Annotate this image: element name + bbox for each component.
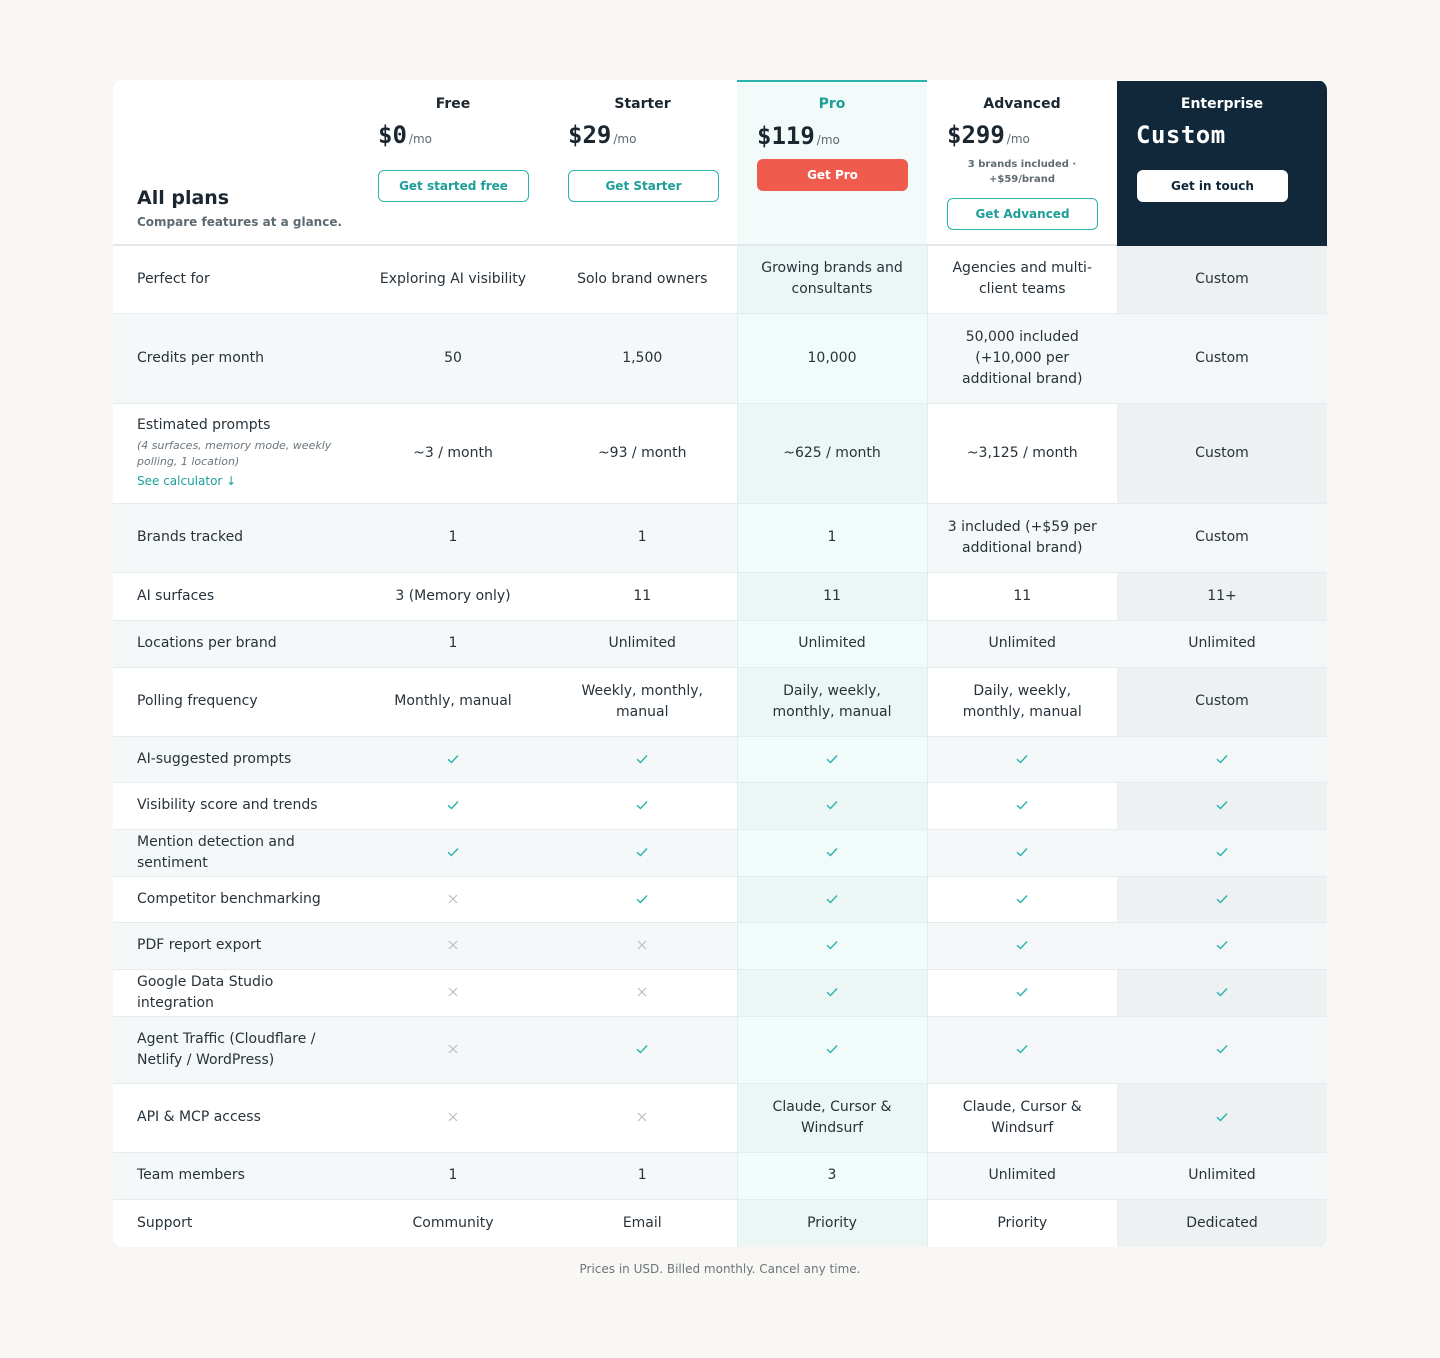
cell-free: 1 (358, 503, 548, 572)
cell-pro (737, 876, 927, 922)
cell-free: ~3 / month (358, 403, 548, 503)
cell-enterprise (1117, 922, 1327, 969)
price-period: /mo (816, 133, 840, 147)
get-starter-button[interactable]: Get Starter (568, 170, 719, 202)
cell-starter: 1 (548, 1152, 737, 1199)
check-icon (446, 752, 460, 766)
cell-enterprise: Custom (1117, 245, 1327, 313)
cell-advanced (927, 782, 1117, 829)
table-row (113, 736, 1327, 782)
cell-enterprise (1117, 782, 1327, 829)
cell-advanced: Unlimited (927, 620, 1117, 667)
cell-advanced (927, 736, 1117, 782)
cross-icon (446, 1042, 460, 1056)
cell-enterprise: Custom (1117, 403, 1327, 503)
cell-enterprise (1117, 736, 1327, 782)
price-period: /mo (613, 132, 637, 146)
cell-advanced: 50,000 included (+10,000 per additional brand) (927, 313, 1117, 403)
cell-free: 1 (358, 620, 548, 667)
row-label: Competitor benchmarking (113, 876, 358, 922)
row-label-estimated-prompts (113, 403, 358, 503)
cell-free: 3 (Memory only) (358, 572, 548, 620)
check-icon (1015, 1042, 1029, 1056)
cross-icon (635, 1110, 649, 1124)
check-icon (1215, 1110, 1229, 1124)
check-icon (825, 1042, 839, 1056)
plan-note (927, 157, 1117, 187)
plan-name: Advanced (983, 96, 1061, 112)
cell-starter (548, 1016, 737, 1083)
row-label: Google Data Studio integration (113, 969, 358, 1016)
cell-pro (737, 1016, 927, 1083)
check-icon (1215, 985, 1229, 999)
cell-starter: 1,500 (548, 313, 737, 403)
cell-pro (737, 922, 927, 969)
plan-price (757, 122, 840, 150)
plan-name: Enterprise (1180, 96, 1264, 112)
cell-starter: Unlimited (548, 620, 737, 667)
table-row (113, 503, 1327, 572)
row-label: Polling frequency (113, 667, 358, 736)
cell-pro: 3 (737, 1152, 927, 1199)
cell-enterprise: Custom (1117, 313, 1327, 403)
cell-starter: 1 (548, 503, 737, 572)
cell-starter: ~93 / month (548, 403, 737, 503)
plans-header-row (113, 81, 1327, 245)
check-icon (1015, 892, 1029, 906)
get-advanced-button[interactable]: Get Advanced (947, 198, 1098, 230)
table-row (113, 403, 1327, 503)
cell-starter (548, 829, 737, 876)
cell-free (358, 876, 548, 922)
table-row (113, 922, 1327, 969)
cell-pro (737, 969, 927, 1016)
plan-pro (737, 81, 927, 245)
table-row (113, 572, 1327, 620)
cell-enterprise: 11+ (1117, 572, 1327, 620)
cell-enterprise (1117, 1016, 1327, 1083)
cell-pro (737, 736, 927, 782)
cell-pro: 11 (737, 572, 927, 620)
plan-price: Custom (1136, 121, 1226, 149)
row-label: Support (113, 1199, 358, 1247)
row-label: AI-suggested prompts (113, 736, 358, 782)
cross-icon (446, 1110, 460, 1124)
cell-pro (737, 782, 927, 829)
price-amount: $29 (568, 121, 612, 149)
table-row (113, 245, 1327, 313)
cross-icon (635, 938, 649, 952)
cell-free (358, 922, 548, 969)
row-label: Perfect for (113, 245, 358, 313)
pricing-footnote: Prices in USD. Billed monthly. Cancel any time. (579, 1262, 861, 1276)
cell-pro: Growing brands and consultants (737, 245, 927, 313)
row-label: PDF report export (113, 922, 358, 969)
table-header-label (113, 81, 358, 245)
cell-advanced: Unlimited (927, 1152, 1117, 1199)
row-label: Credits per month (113, 313, 358, 403)
check-icon (1015, 845, 1029, 859)
cell-free (358, 1016, 548, 1083)
cell-advanced: Priority (927, 1199, 1117, 1247)
cell-advanced: Claude, Cursor & Windsurf (927, 1083, 1117, 1152)
cell-enterprise: Dedicated (1117, 1199, 1327, 1247)
check-icon (825, 798, 839, 812)
cell-pro: 1 (737, 503, 927, 572)
cell-enterprise: Custom (1117, 667, 1327, 736)
cell-free (358, 1083, 548, 1152)
table-row (113, 620, 1327, 667)
cell-starter (548, 969, 737, 1016)
check-icon (1215, 938, 1229, 952)
check-icon (825, 985, 839, 999)
check-icon (825, 845, 839, 859)
cell-starter: Solo brand owners (548, 245, 737, 313)
row-note: (4 surfaces, memory mode, weekly polling, 1 location) (137, 438, 332, 468)
cell-advanced: Daily, weekly, monthly, manual (927, 667, 1117, 736)
cell-advanced: 3 included (+$59 per additional brand) (927, 503, 1117, 572)
cross-icon (446, 938, 460, 952)
cell-advanced (927, 876, 1117, 922)
pricing-table (113, 80, 1327, 1247)
plan-starter (548, 81, 737, 245)
get-started-free-button[interactable]: Get started free (378, 170, 529, 202)
cell-free (358, 782, 548, 829)
plan-price (378, 121, 432, 149)
cell-free: Community (358, 1199, 548, 1247)
check-icon (1215, 892, 1229, 906)
row-label: AI surfaces (113, 572, 358, 620)
cross-icon (446, 892, 460, 906)
cell-free: Exploring AI visibility (358, 245, 548, 313)
cell-free: Monthly, manual (358, 667, 548, 736)
check-icon (1215, 845, 1229, 859)
cell-pro (737, 829, 927, 876)
price-period: /mo (408, 132, 432, 146)
cell-enterprise: Unlimited (1117, 620, 1327, 667)
check-icon (446, 798, 460, 812)
cell-pro: Unlimited (737, 620, 927, 667)
cell-enterprise (1117, 1083, 1327, 1152)
check-icon (635, 892, 649, 906)
price-amount: $0 (378, 121, 407, 149)
cell-enterprise: Custom (1117, 503, 1327, 572)
cell-free (358, 969, 548, 1016)
table-row (113, 313, 1327, 403)
check-icon (635, 845, 649, 859)
plan-note-line: +$59/brand (988, 174, 1056, 185)
check-icon (825, 892, 839, 906)
cell-advanced (927, 922, 1117, 969)
cell-starter (548, 736, 737, 782)
check-icon (1215, 752, 1229, 766)
row-label: Mention detection and sentiment (113, 829, 358, 876)
price-period: /mo (1006, 132, 1030, 146)
price-amount: $299 (947, 121, 1005, 149)
cell-pro: Daily, weekly, monthly, manual (737, 667, 927, 736)
check-icon (1015, 798, 1029, 812)
cell-free: 1 (358, 1152, 548, 1199)
plan-price (947, 121, 1030, 149)
table-row (113, 969, 1327, 1016)
cell-advanced: 11 (927, 572, 1117, 620)
page-title: All plans (137, 187, 230, 209)
plan-advanced (927, 81, 1117, 245)
cell-free: 50 (358, 313, 548, 403)
check-icon (1215, 798, 1229, 812)
cell-starter (548, 1083, 737, 1152)
row-label: Team members (113, 1152, 358, 1199)
cell-enterprise (1117, 969, 1327, 1016)
cell-starter: 11 (548, 572, 737, 620)
plan-price (568, 121, 636, 149)
table-row (113, 1083, 1327, 1152)
cell-enterprise (1117, 876, 1327, 922)
pricing-comparison-card (113, 80, 1327, 1247)
page-subtitle: Compare features at a glance. (137, 215, 343, 229)
cell-starter (548, 782, 737, 829)
plan-enterprise (1117, 81, 1327, 245)
cell-pro: Priority (737, 1199, 927, 1247)
table-row (113, 1199, 1327, 1247)
cross-icon (446, 985, 460, 999)
table-row (113, 876, 1327, 922)
check-icon (1215, 1042, 1229, 1056)
check-icon (446, 845, 460, 859)
cell-advanced (927, 1016, 1117, 1083)
check-icon (635, 752, 649, 766)
table-row (113, 1016, 1327, 1083)
cell-starter (548, 922, 737, 969)
see-calculator-link[interactable]: See calculator ↓ (137, 473, 237, 488)
table-row (113, 829, 1327, 876)
plan-name: Starter (614, 96, 671, 112)
cross-icon (635, 985, 649, 999)
check-icon (1015, 985, 1029, 999)
row-label: Brands tracked (113, 503, 358, 572)
cell-free (358, 829, 548, 876)
cell-enterprise (1117, 829, 1327, 876)
table-row (113, 667, 1327, 736)
plan-name: Pro (818, 96, 846, 112)
cell-starter: Email (548, 1199, 737, 1247)
plan-name: Free (435, 96, 471, 112)
row-label: Visibility score and trends (113, 782, 358, 829)
row-label: API & MCP access (113, 1083, 358, 1152)
plan-note-line: 3 brands included · (967, 159, 1077, 170)
row-label: Agent Traffic (Cloudflare / Netlify / WordPress) (113, 1016, 358, 1083)
table-row (113, 1152, 1327, 1199)
cell-advanced (927, 829, 1117, 876)
check-icon (825, 752, 839, 766)
cell-free (358, 736, 548, 782)
check-icon (635, 1042, 649, 1056)
cell-enterprise: Unlimited (1117, 1152, 1327, 1199)
check-icon (635, 798, 649, 812)
cell-pro: Claude, Cursor & Windsurf (737, 1083, 927, 1152)
cell-advanced: Agencies and multi-client teams (927, 245, 1117, 313)
plan-free (358, 81, 548, 245)
table-row (113, 782, 1327, 829)
check-icon (1015, 752, 1029, 766)
row-label: Locations per brand (113, 620, 358, 667)
cell-pro: 10,000 (737, 313, 927, 403)
get-in-touch-button[interactable]: Get in touch (1137, 170, 1288, 202)
cell-advanced (927, 969, 1117, 1016)
get-pro-button[interactable]: Get Pro (757, 159, 908, 191)
row-label: Estimated prompts (137, 416, 271, 433)
cell-advanced: ~3,125 / month (927, 403, 1117, 503)
check-icon (825, 938, 839, 952)
check-icon (1015, 938, 1029, 952)
cell-starter: Weekly, monthly, manual (548, 667, 737, 736)
price-amount: $119 (757, 122, 815, 150)
cell-starter (548, 876, 737, 922)
cell-pro: ~625 / month (737, 403, 927, 503)
